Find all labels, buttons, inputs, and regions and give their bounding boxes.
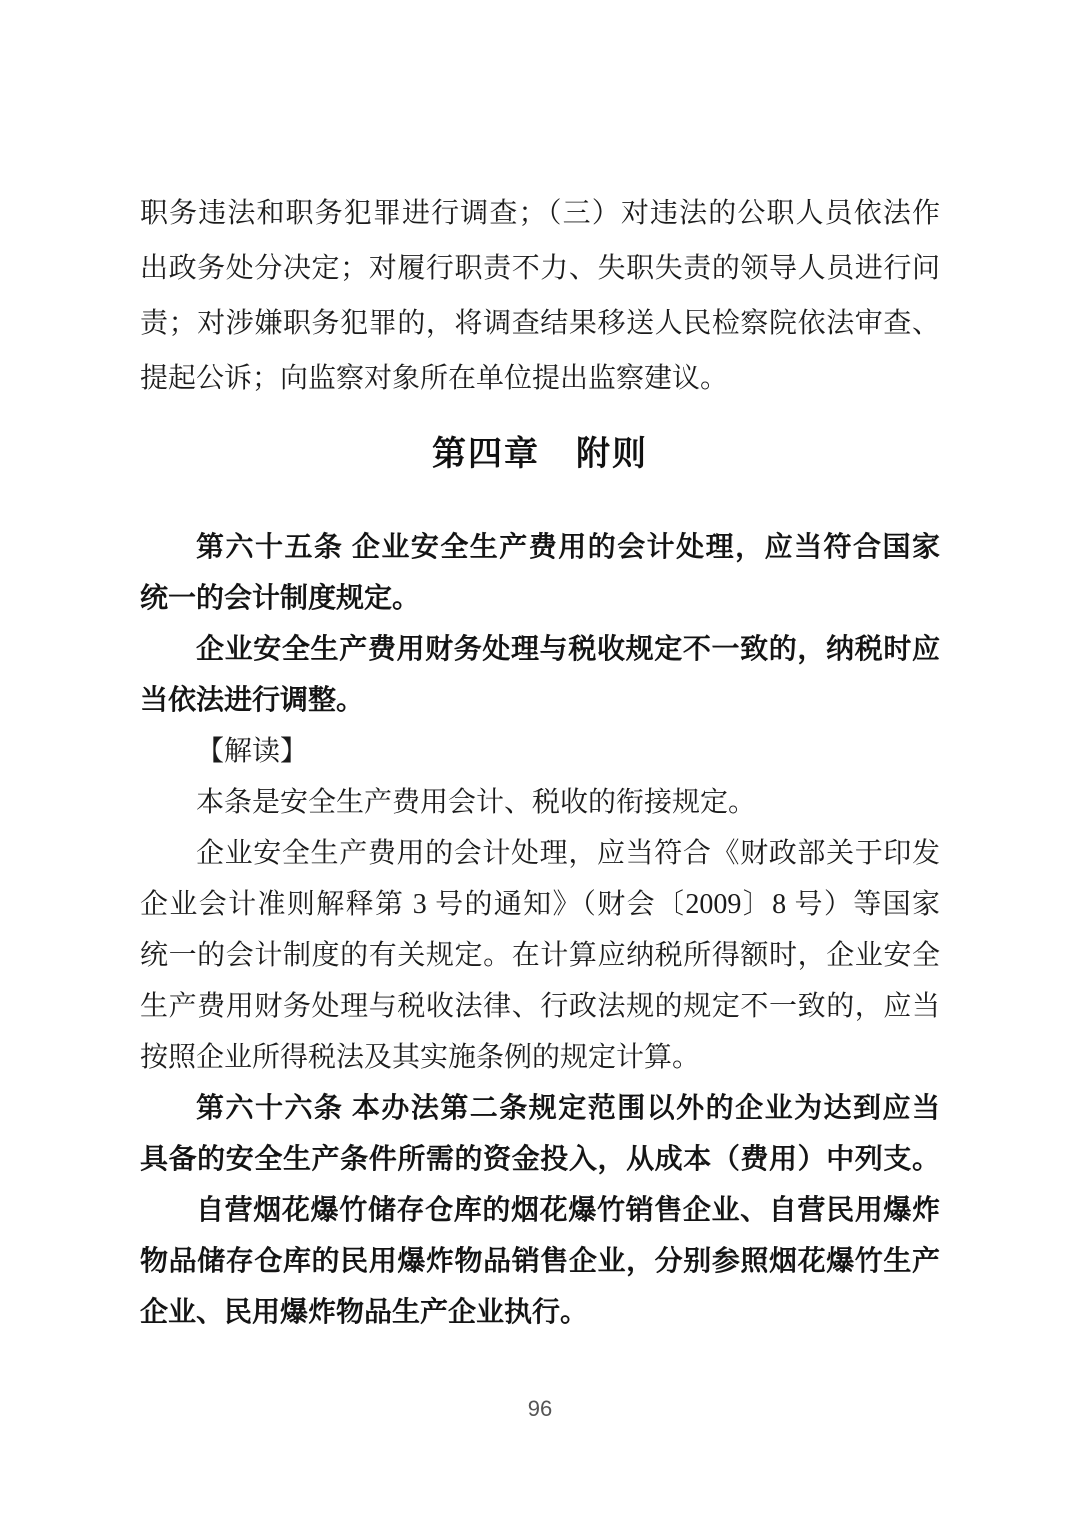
article-66-line: 第六十六条 本办法第二条规定范围以外的企业为达到应当 bbox=[196, 1093, 940, 1124]
page-number: 96 bbox=[527, 1396, 553, 1421]
interpretation-line: 生产费用财务处理与税收法律、行政法规的规定不一致的，应当 bbox=[140, 991, 940, 1022]
article-65-line: 统一的会计制度规定。 bbox=[140, 583, 421, 614]
continued-paragraph bbox=[140, 186, 940, 406]
article-66-line: 企业、民用爆炸物品生产企业执行。 bbox=[140, 1297, 589, 1328]
interpretation-line: 按照企业所得税法及其实施条例的规定计算。 bbox=[140, 1042, 701, 1073]
article-66-line: 具备的安全生产条件所需的资金投入，从成本（费用）中列支。 bbox=[140, 1144, 940, 1175]
interpretation-line: 本条是安全生产费用会计、税收的衔接规定。 bbox=[196, 787, 757, 818]
text-line: 职务违法和职务犯罪进行调查；（三）对违法的公职人员依法作 bbox=[140, 198, 940, 229]
article-66-line: 物品储存仓库的民用爆炸物品销售企业，分别参照烟花爆竹生产 bbox=[140, 1246, 940, 1277]
article-65-line: 企业安全生产费用财务处理与税收规定不一致的，纳税时应 bbox=[196, 634, 940, 665]
article-65-line: 当依法进行调整。 bbox=[140, 685, 365, 716]
interpretation-label: 【解读】 bbox=[196, 736, 309, 767]
text-line: 提起公诉；向监察对象所在单位提出监察建议。 bbox=[140, 363, 729, 394]
interpretation-line: 企业安全生产费用的会计处理，应当符合《财政部关于印发 bbox=[196, 838, 940, 869]
interpretation-line: 企业会计准则解释第 3 号的通知》（财会〔2009〕8 号）等国家 bbox=[140, 889, 940, 920]
chapter-body bbox=[140, 522, 940, 1338]
chapter-heading: 第四章 附则 bbox=[432, 435, 648, 473]
article-66-line: 自营烟花爆竹储存仓库的烟花爆竹销售企业、自营民用爆炸 bbox=[196, 1195, 940, 1226]
interpretation-line: 统一的会计制度的有关规定。在计算应纳税所得额时，企业安全 bbox=[140, 940, 940, 971]
text-line: 责；对涉嫌职务犯罪的，将调查结果移送人民检察院依法审查、 bbox=[140, 308, 940, 339]
article-65-line: 第六十五条 企业安全生产费用的会计处理，应当符合国家 bbox=[196, 532, 940, 563]
text-line: 出政务处分决定；对履行职责不力、失职失责的领导人员进行问 bbox=[140, 253, 940, 284]
